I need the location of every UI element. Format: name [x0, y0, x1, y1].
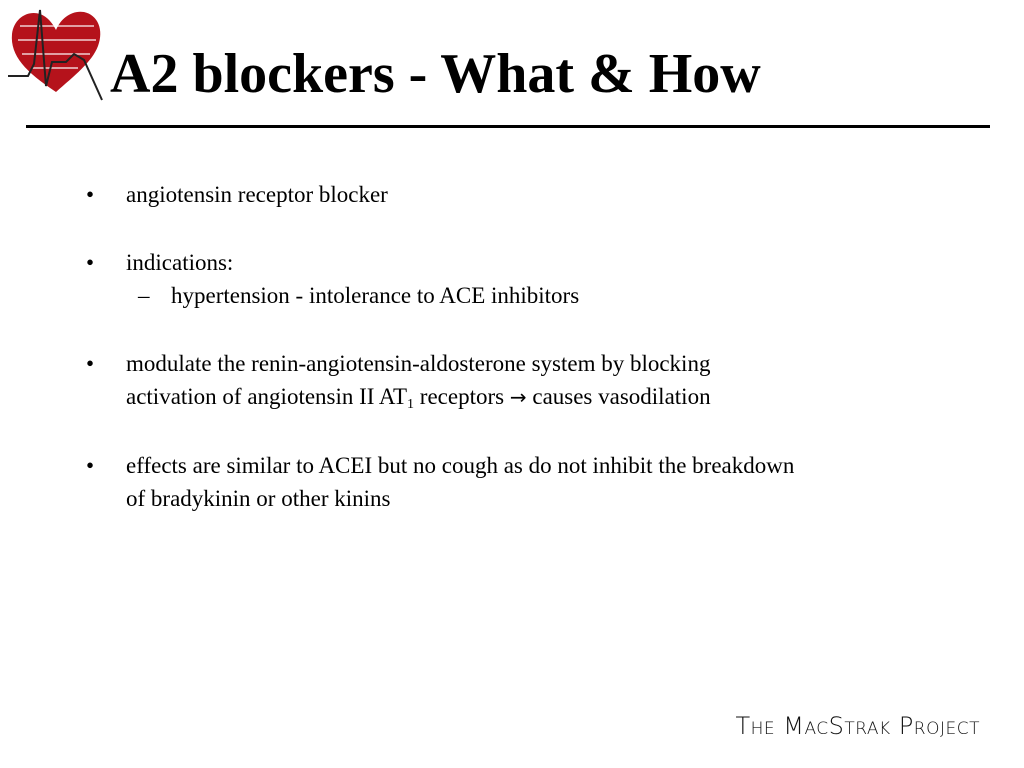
slide-content [86, 178, 966, 550]
bullet-dot: • [86, 250, 95, 275]
bullet-line [126, 380, 966, 414]
title-divider [26, 125, 990, 128]
subscript-text: 1 [407, 397, 415, 412]
bullet-item [86, 246, 966, 312]
right-arrow-icon: → [509, 385, 527, 409]
bullet-text: angiotensin receptor blocker [126, 182, 388, 207]
sub-bullet-text: hypertension - intolerance to ACE inhibitors [171, 283, 580, 308]
bullet-line: of bradykinin or other kinins [126, 486, 391, 511]
bullet-item [86, 449, 966, 515]
slide-title: A2 blockers - What & How [110, 43, 761, 105]
bullet-line: effects are similar to ACEI but no cough as do not inhibit the breakdown [126, 453, 795, 478]
bullet-text: indications: [126, 250, 234, 275]
bullet-dot: • [86, 351, 95, 376]
bullet-dot: • [86, 453, 95, 478]
footer-project-name: The MacStrak Project [735, 712, 980, 740]
sub-bullet-item [126, 279, 966, 312]
bullet-text-segment: causes vasodilation [526, 384, 711, 409]
bullet-dot: • [86, 182, 95, 207]
heart-logo-icon [6, 4, 106, 104]
bullet-text-segment: receptors [414, 384, 510, 409]
sub-bullet-dash: – [138, 283, 150, 308]
bullet-item [86, 347, 966, 414]
bullet-text-segment: activation of angiotensin II AT [126, 384, 408, 409]
bullet-line: modulate the renin-angiotensin-aldosterone system by blocking [126, 351, 711, 376]
bullet-item [86, 178, 966, 211]
